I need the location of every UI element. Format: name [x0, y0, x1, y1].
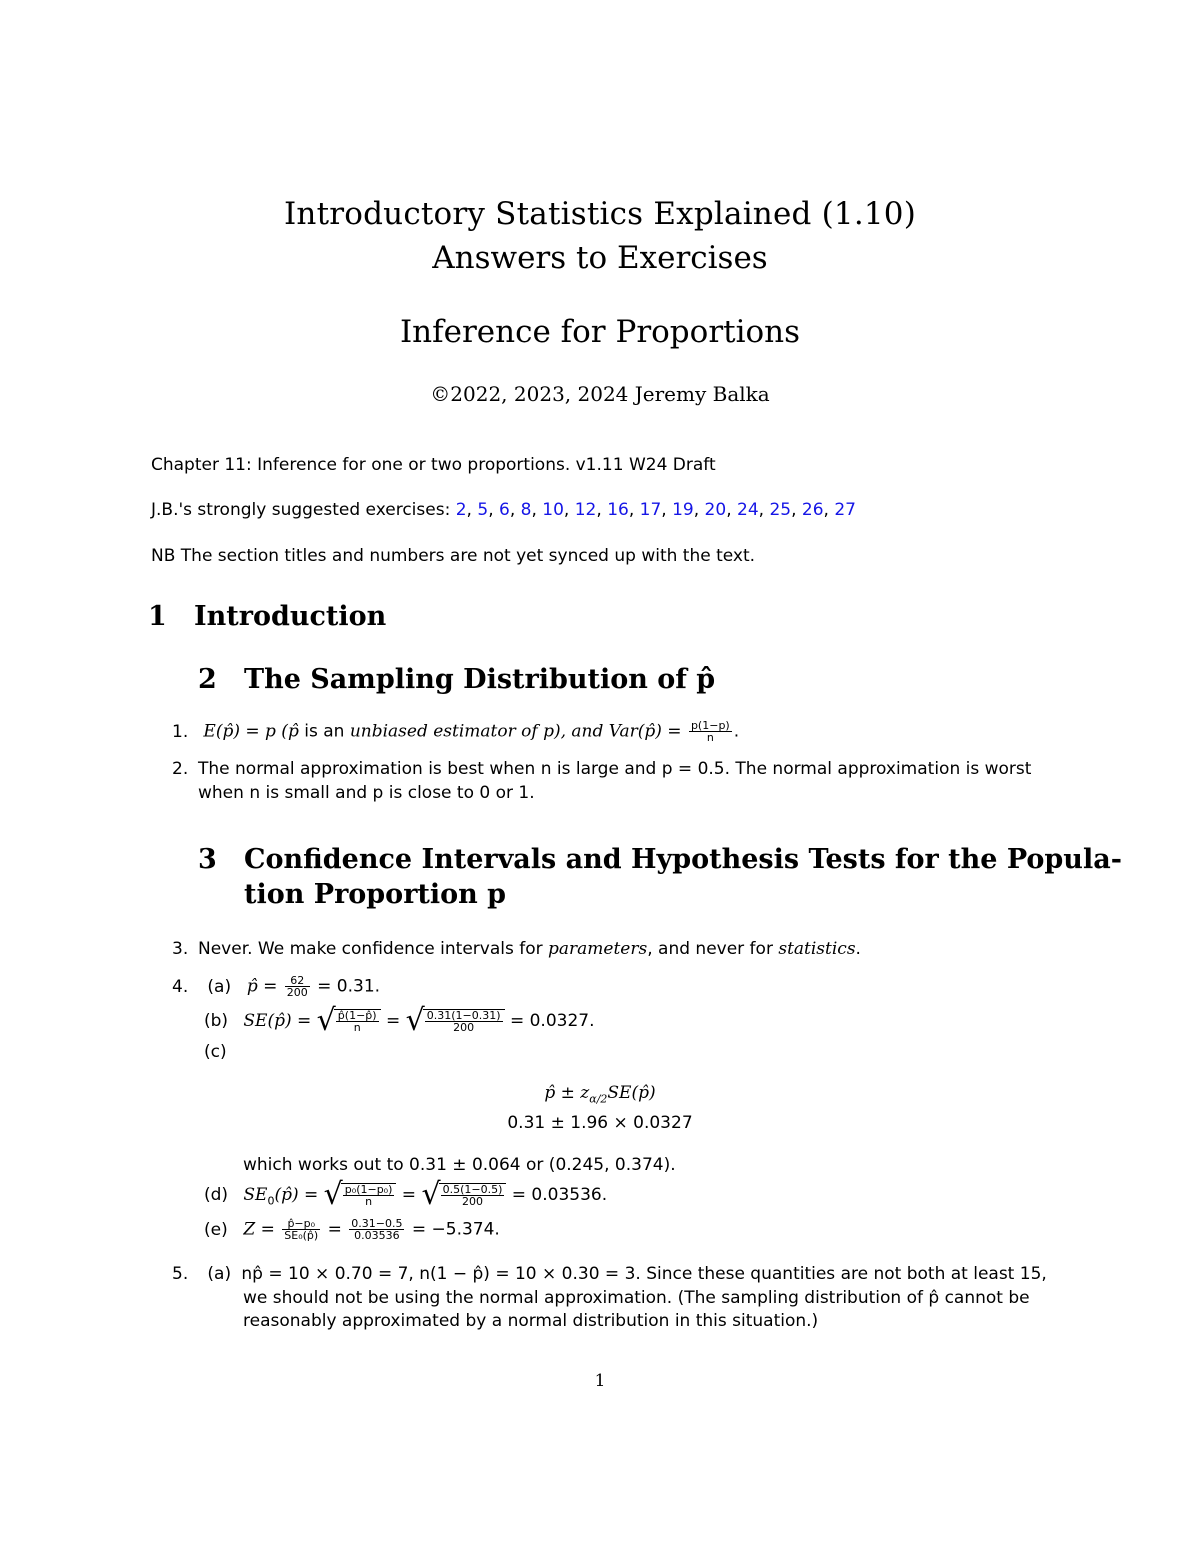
exercise-link-26[interactable]: 26	[801, 500, 824, 520]
exercise-link-17[interactable]: 17	[639, 500, 662, 520]
denominator: 200	[453, 1021, 475, 1034]
document-subtitle: Answers to Exercises	[432, 240, 768, 276]
exercise-link-2[interactable]: 2	[455, 500, 467, 520]
part-c-text: which works out to 0.31 ± 0.064 or (0.245, 0.374).	[243, 1155, 676, 1175]
section-heading-3	[198, 844, 1122, 875]
suggested-prefix: J.B.'s strongly suggested exercises:	[151, 500, 451, 520]
eq1-left: p̂ ± z	[544, 1083, 590, 1103]
numerator: p̂−p₀	[282, 1218, 320, 1230]
fraction	[689, 720, 732, 743]
answer-3-mid: , and never for	[647, 939, 779, 959]
answer-1	[172, 720, 739, 743]
eq1-subscript: α/2	[589, 1092, 608, 1106]
separator: ,	[596, 500, 608, 520]
separator: ,	[758, 500, 770, 520]
fraction	[343, 1184, 395, 1207]
answer-4-part-e	[204, 1218, 500, 1241]
answer-1-phat: p̂	[287, 721, 299, 742]
answer-label: 1.	[172, 721, 189, 742]
numerator: p₀(1−p₀)	[344, 1183, 393, 1196]
answer-5-line3: reasonably approximated by a normal distribution in this situation.)	[243, 1311, 819, 1331]
separator: ,	[509, 500, 521, 520]
page-number: 1	[594, 1371, 606, 1391]
answer-3-emph2: statistics	[778, 939, 856, 959]
document-title: Introductory Statistics Explained (1.10)	[283, 196, 917, 232]
section-heading-2	[198, 664, 715, 695]
separator: ,	[726, 500, 737, 520]
nb-line: NB The section titles and numbers are not yet synced up with the text.	[151, 546, 756, 566]
suggested-exercises-line	[151, 500, 856, 520]
separator: ,	[531, 500, 543, 520]
separator: ,	[628, 500, 640, 520]
section-number: 1	[148, 601, 167, 632]
fraction	[285, 975, 310, 998]
fraction	[425, 1010, 503, 1033]
answer-label: 5.	[172, 1264, 189, 1284]
answer-label: 3.	[172, 939, 189, 959]
fraction	[336, 1010, 379, 1033]
answer-2-line1: The normal approximation is best when n is large and p = 0.5. The normal approximation is worst	[198, 759, 1032, 779]
part-label: (e)	[204, 1219, 228, 1240]
part-d-lhs2: (p̂) =	[274, 1185, 319, 1205]
square-root	[323, 1177, 397, 1212]
numerator: 62	[285, 975, 310, 987]
equals: =	[401, 1185, 417, 1205]
part-label: (d)	[204, 1185, 229, 1205]
denominator: 200	[286, 986, 308, 999]
numerator: p̂(1−p̂)	[337, 1009, 377, 1022]
part-label: (b)	[204, 1011, 229, 1031]
denominator: n	[353, 1021, 361, 1034]
separator: ,	[791, 500, 802, 520]
section-number: 3	[198, 844, 217, 875]
answer-3-end: .	[855, 939, 861, 959]
answer-5-part-a	[172, 1264, 1047, 1284]
part-a-lhs: p̂ =	[246, 976, 278, 997]
section-title: Introduction	[194, 601, 387, 632]
fraction	[349, 1218, 404, 1241]
numerator: 0.31−0.5	[351, 1217, 403, 1230]
exercise-link-5[interactable]: 5	[477, 500, 489, 520]
exercise-link-10[interactable]: 10	[542, 500, 564, 520]
square-root	[316, 1003, 381, 1038]
answer-1-mid: is an	[298, 721, 350, 742]
denominator: 0.03536	[354, 1229, 400, 1242]
exercise-link-25[interactable]: 25	[769, 500, 792, 520]
answer-3-pre: Never. We make confidence intervals for	[198, 939, 549, 959]
section-number: 2	[198, 664, 217, 695]
display-equation-1	[0, 1083, 1200, 1105]
radical-sign: √	[405, 1003, 425, 1038]
answer-5-line1: np̂ = 10 × 0.70 = 7, n(1 − p̂) = 10 × 0.30 = 3. Since these quantities are not both at least 15,	[241, 1264, 1047, 1284]
part-d-subscript: 0	[267, 1194, 275, 1208]
exercise-link-12[interactable]: 12	[574, 500, 597, 520]
answer-1-rest: estimator of p), and Var(p̂) =	[427, 721, 687, 742]
section-heading-1	[148, 601, 386, 632]
part-d-rhs: = 0.03536.	[511, 1185, 608, 1205]
separator: ,	[563, 500, 575, 520]
answer-3	[172, 939, 861, 959]
display-equation-2: 0.31 ± 1.96 × 0.0327	[507, 1113, 693, 1133]
part-e-rhs: = −5.374.	[411, 1219, 500, 1240]
topic-title: Inference for Proportions	[399, 314, 801, 350]
separator: ,	[488, 500, 499, 520]
exercise-link-19[interactable]: 19	[672, 500, 694, 520]
exercise-link-8[interactable]: 8	[520, 500, 532, 520]
answer-4-part-b	[204, 1003, 595, 1038]
denominator: n	[706, 731, 714, 744]
chapter-line: Chapter 11: Inference for one or two proportions. v1.11 W24 Draft	[151, 455, 716, 475]
answer-2-line2: when n is small and p is close to 0 or 1.	[198, 783, 535, 803]
numerator: p(1−p)	[690, 719, 730, 732]
part-label: (a)	[207, 1264, 232, 1284]
part-label: (a)	[207, 976, 232, 997]
fraction	[441, 1184, 505, 1207]
part-e-lhs: Z =	[243, 1219, 275, 1240]
answer-1-lhs: E(p̂) = p (	[203, 721, 288, 742]
radical-sign: √	[421, 1177, 441, 1212]
exercise-links	[456, 500, 856, 520]
separator: ,	[823, 500, 835, 520]
copyright-line: ©2022, 2023, 2024 Jeremy Balka	[430, 382, 770, 406]
exercise-link-6[interactable]: 6	[499, 500, 510, 520]
eq1-right: SE(p̂)	[607, 1083, 656, 1103]
part-d-lhs: SE	[243, 1185, 268, 1205]
exercise-link-20[interactable]: 20	[704, 500, 727, 520]
answer-label: 2.	[172, 759, 189, 779]
equals: =	[385, 1011, 401, 1031]
square-root	[421, 1177, 506, 1212]
answer-5-line2: we should not be using the normal approximation. (The sampling distribution of p̂ cannot be	[243, 1288, 1030, 1308]
equals: =	[327, 1219, 342, 1240]
exercise-link-16[interactable]: 16	[607, 500, 629, 520]
section-title-line1: Confidence Intervals and Hypothesis Tests for the Popula-	[244, 844, 1122, 875]
numerator: 0.31(1−0.31)	[426, 1009, 501, 1022]
part-b-rhs: = 0.0327.	[509, 1011, 595, 1031]
answer-4-part-c-label: (c)	[204, 1042, 227, 1062]
answer-4-part-d	[204, 1177, 608, 1212]
answer-1-end: .	[733, 721, 740, 742]
answer-1-emph: unbiased	[349, 721, 428, 742]
answer-label: 4.	[172, 976, 189, 997]
part-a-rhs: = 0.31.	[317, 976, 381, 997]
separator: ,	[466, 500, 478, 520]
denominator: n	[365, 1195, 373, 1208]
part-b-lhs: SE(p̂) =	[243, 1011, 312, 1031]
exercise-link-24[interactable]: 24	[737, 500, 759, 520]
section-title: The Sampling Distribution of p̂	[244, 664, 716, 695]
fraction	[282, 1218, 320, 1241]
denominator: SE₀(p̂)	[284, 1229, 319, 1242]
separator: ,	[661, 500, 673, 520]
answer-3-emph1: parameters	[548, 939, 648, 959]
denominator: 200	[461, 1195, 483, 1208]
square-root	[405, 1003, 505, 1038]
radical-sign: √	[316, 1003, 336, 1038]
answer-2	[172, 759, 1031, 779]
exercise-link-27[interactable]: 27	[834, 500, 856, 520]
numerator: 0.5(1−0.5)	[442, 1183, 503, 1196]
answer-4-part-a	[172, 975, 380, 998]
separator: ,	[693, 500, 705, 520]
radical-sign: √	[323, 1177, 343, 1212]
section-title-line2: tion Proportion p	[244, 879, 507, 910]
